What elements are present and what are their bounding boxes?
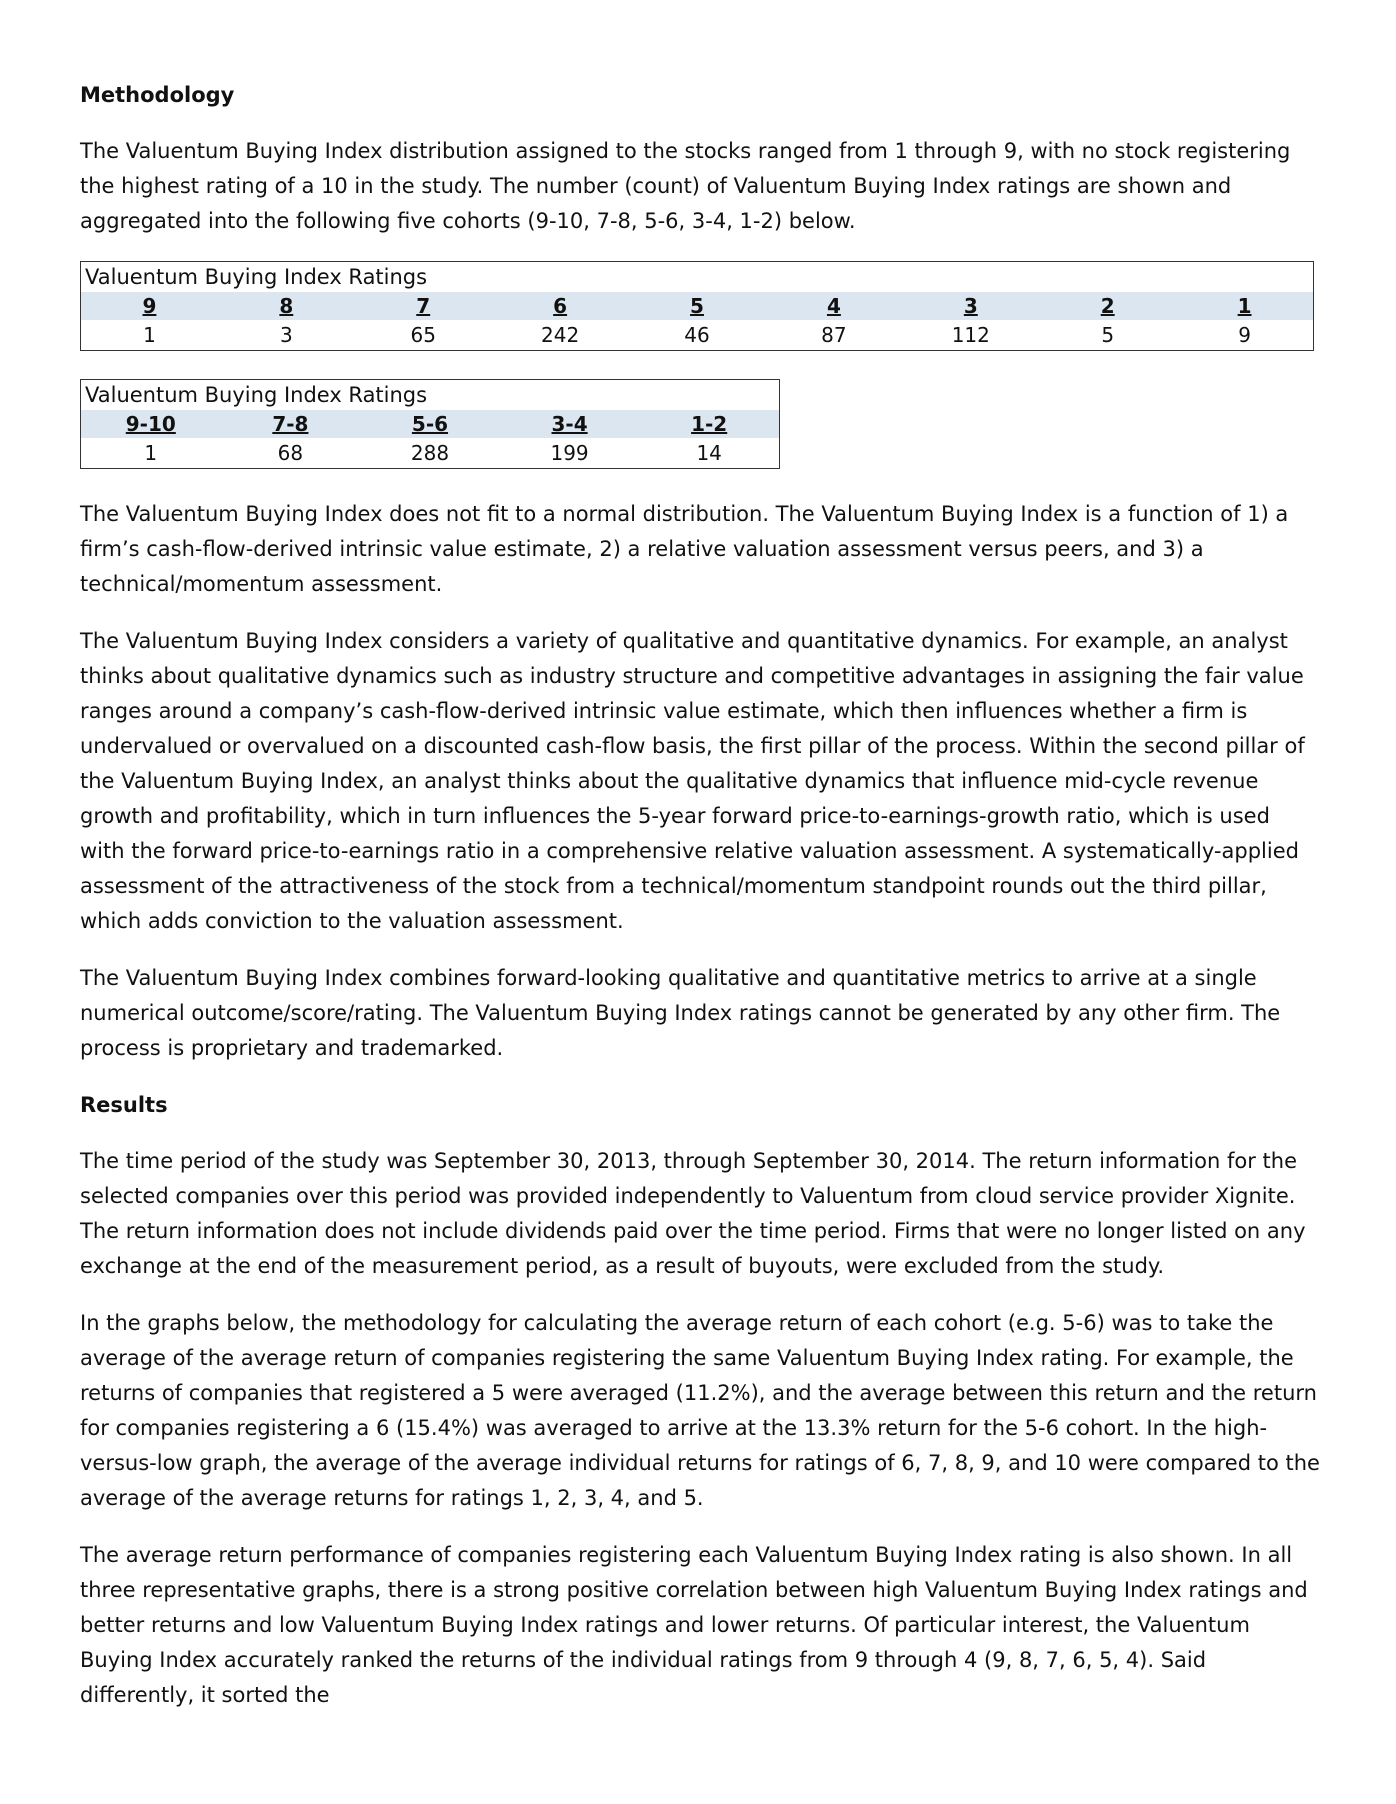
value-cell: 112 (951, 323, 990, 347)
cohort-count-table (80, 379, 780, 469)
header-cell: 5-6 (411, 412, 449, 436)
methodology-heading: Methodology (80, 83, 235, 107)
value-cell: 3 (279, 323, 293, 347)
header-cell: 2 (1100, 294, 1115, 318)
value-cell: 242 (541, 323, 580, 347)
results-heading: Results (80, 1093, 168, 1117)
header-cell: 5 (690, 294, 704, 318)
value-cell: 9 (1238, 323, 1251, 347)
ratings-count-table (80, 261, 1314, 351)
results-paragraph: The time period of the study was September 30, 2013, through September 30, 2014. The return information for the selected companies over this period was provided independently to Valuentum from cloud service provider Xignite. The return information does not include dividends paid over the time period. Firms that were no longer listed on any exchange at the end of the measurement period, as a result of buyouts, were excluded from the study. (80, 1149, 1306, 1278)
body-paragraph: The Valuentum Buying Index considers a variety of qualitative and quantitative dynamics. For example, an analyst thinks about qualitative dynamics such as industry structure and competitive advantages in assigning the fair value ranges around a company’s cash-flow-derived intrinsic value estimate, which then influences whether a firm is undervalued or overvalued on a discounted cash-flow basis, the first pillar of the process. Within the second pillar of the Valuentum Buying Index, an analyst thinks about the qualitative dynamics that influence mid-cycle revenue growth and profitability, which in turn influences the 5-year forward price-to-earnings-growth ratio, which is used with the forward price-to-earnings ratio in a comprehensive relative valuation assessment. A systematically-applied assessment of the attractiveness of the stock from a technical/momentum standpoint rounds out the third pillar, which adds conviction to the valuation assessment. (80, 629, 1305, 933)
value-cell: 68 (277, 441, 304, 465)
header-cell: 8 (279, 294, 294, 318)
header-cell: 6 (553, 294, 568, 318)
header-cell: 3 (963, 294, 978, 318)
value-cell: 87 (821, 323, 847, 347)
table-title: Valuentum Buying Index Ratings (85, 383, 428, 407)
header-cell: 9-10 (125, 412, 176, 436)
table-value-row (81, 438, 779, 468)
header-cell: 4 (826, 294, 841, 318)
results-paragraph: In the graphs below, the methodology for calculating the average return of each cohort (e.g. 5-6) was to take the average of the average return of companies registering the same Valuentum Buying Index rating. For example, the returns of companies that registered a 5 were averaged (11.2%), and the average between this return and the return for companies registering a 6 (15.4%) was averaged to arrive at the 13.3% return for the 5-6 cohort. In the high-versus-low graph, the average of the average individual returns for ratings of 6, 7, 8, 9, and 10 were compared to the average of the average returns for ratings 1, 2, 3, 4, and 5. (80, 1311, 1320, 1510)
value-cell: 5 (1101, 323, 1115, 347)
table-header-row (81, 410, 779, 438)
value-cell: 1 (144, 441, 158, 465)
value-cell: 199 (550, 441, 589, 465)
methodology-paragraph: The Valuentum Buying Index distribution assigned to the stocks ranged from 1 through 9, with no stock registering the highest rating of a 10 in the study. The number (count) of Valuentum Buying Index ratings are shown and aggregated into the following five cohorts (9-10, 7-8, 5-6, 3-4, 1-2) below. (80, 139, 1291, 233)
body-paragraph: The Valuentum Buying Index does not fit to a normal distribution. The Valuentum Buying Index is a function of 1) a firm’s cash-flow-derived intrinsic value estimate, 2) a relative valuation assessment versus peers, and 3) a technical/momentum assessment. (80, 502, 1289, 596)
value-cell: 14 (696, 441, 722, 465)
results-paragraph: The average return performance of companies registering each Valuentum Buying Index rating is also shown. In all three representative graphs, there is a strong positive correlation between high Valuentum Buying Index ratings and better returns and low Valuentum Buying Index ratings and lower returns. Of particular interest, the Valuentum Buying Index accurately ranked the returns of the individual ratings from 9 through 4 (9, 8, 7, 6, 5, 4). Said differently, it sorted the (80, 1543, 1308, 1707)
header-cell: 9 (142, 294, 157, 318)
header-cell: 1 (1237, 294, 1252, 318)
table-value-row (81, 320, 1313, 350)
document-page (80, 78, 1320, 1735)
table-header-row (81, 292, 1313, 320)
header-cell: 7 (416, 294, 431, 318)
header-cell: 3-4 (551, 412, 588, 436)
table-title: Valuentum Buying Index Ratings (85, 265, 428, 289)
body-paragraph: The Valuentum Buying Index combines forward-looking qualitative and quantitative metrics to arrive at a single numerical outcome/score/rating. The Valuentum Buying Index ratings cannot be generated by any other firm. The process is proprietary and trademarked. (80, 966, 1281, 1060)
header-cell: 1-2 (691, 412, 728, 436)
value-cell: 1 (143, 323, 156, 347)
value-cell: 46 (684, 323, 710, 347)
value-cell: 65 (410, 323, 436, 347)
header-cell: 7-8 (272, 412, 309, 436)
value-cell: 288 (410, 441, 450, 465)
